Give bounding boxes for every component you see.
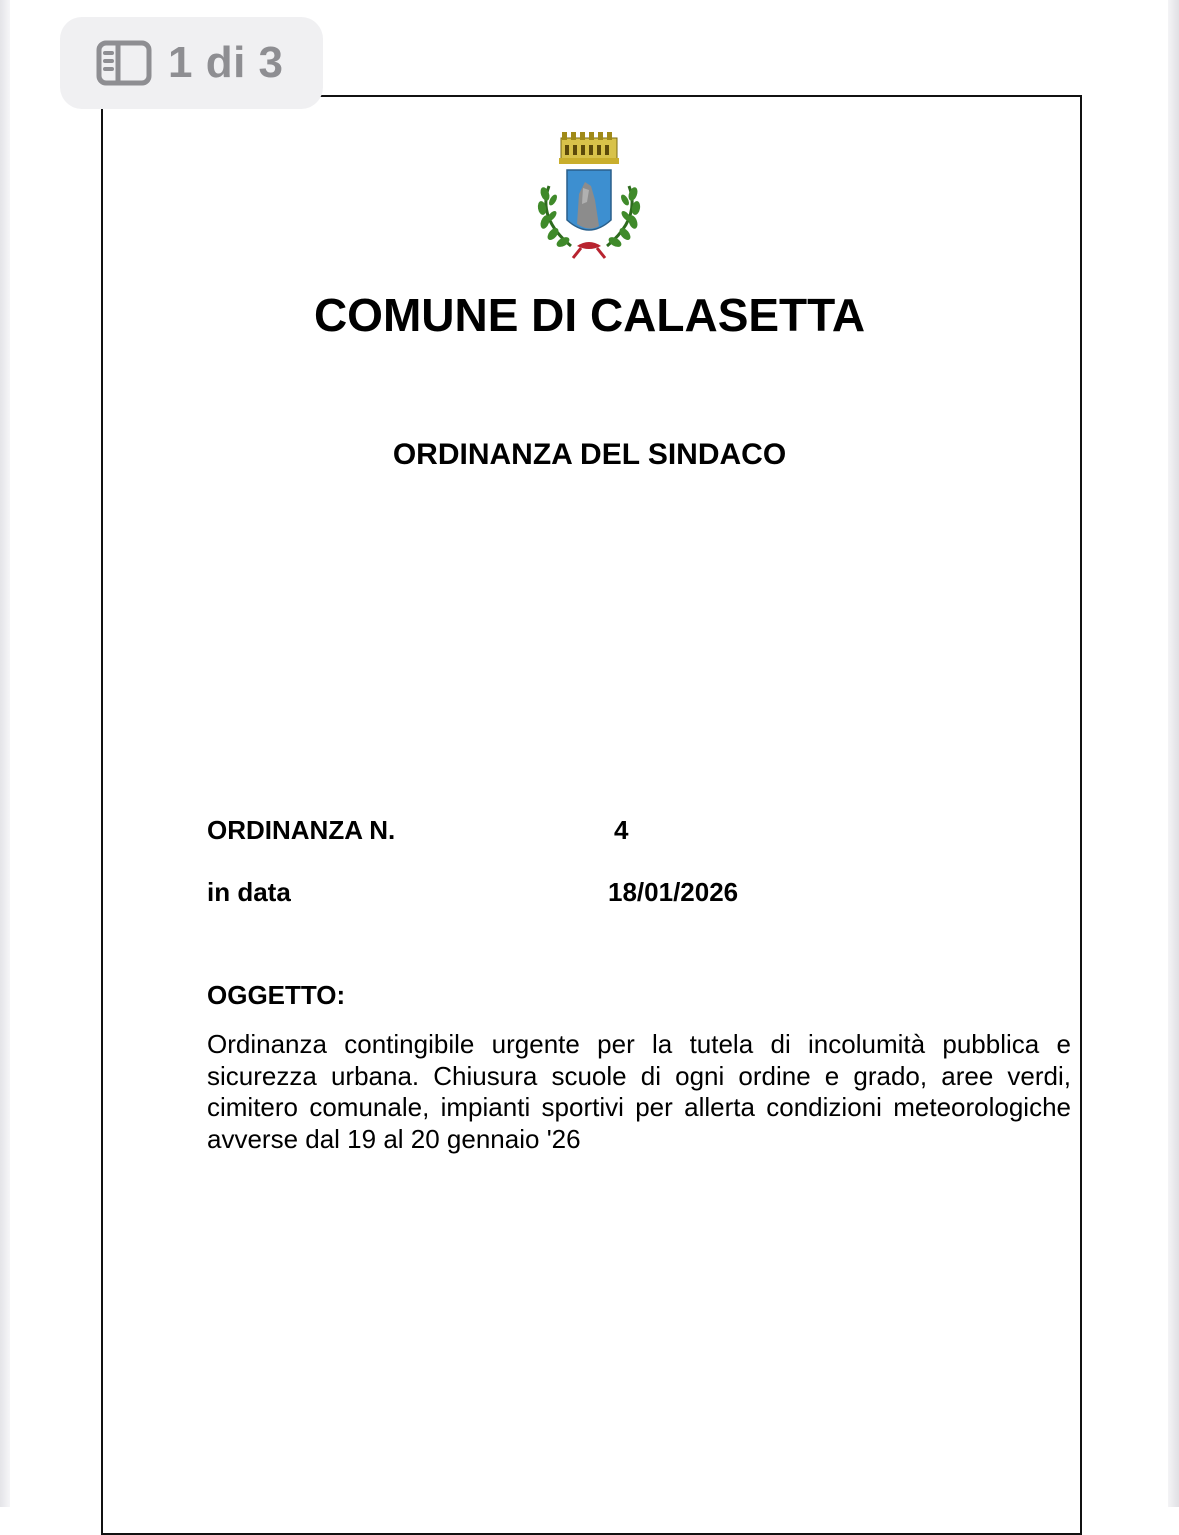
ordinance-number-label: ORDINANZA N. xyxy=(207,815,396,845)
document-subtitle: ORDINANZA DEL SINDACO xyxy=(392,438,787,471)
subject-text: Ordinanza contingibile urgente per la tutela di incolumità pubblica e sicurezza urbana. Chiusura scuole di ogni ordine e grado, aree verdi, cimitero comunale, impianti sportivi per allerta condizioni meteorologiche avverse dal 19 al 20 gennaio '26 xyxy=(207,1029,1071,1154)
viewer-right-edge xyxy=(1168,0,1179,1507)
document-title: COMUNE DI CALASETTA xyxy=(313,289,866,341)
page-indicator[interactable] xyxy=(60,17,323,109)
page-indicator-label: 1 di 3 xyxy=(168,38,284,87)
date-label: in data xyxy=(207,877,291,907)
coat-of-arms-icon xyxy=(527,128,651,262)
subject-label: OGGETTO: xyxy=(207,980,346,1010)
sidebar-panel-icon xyxy=(96,40,152,86)
viewer-left-edge xyxy=(0,0,10,1507)
date-value: 18/01/2026 xyxy=(608,877,739,907)
ordinance-number-value: 4 xyxy=(614,815,629,845)
